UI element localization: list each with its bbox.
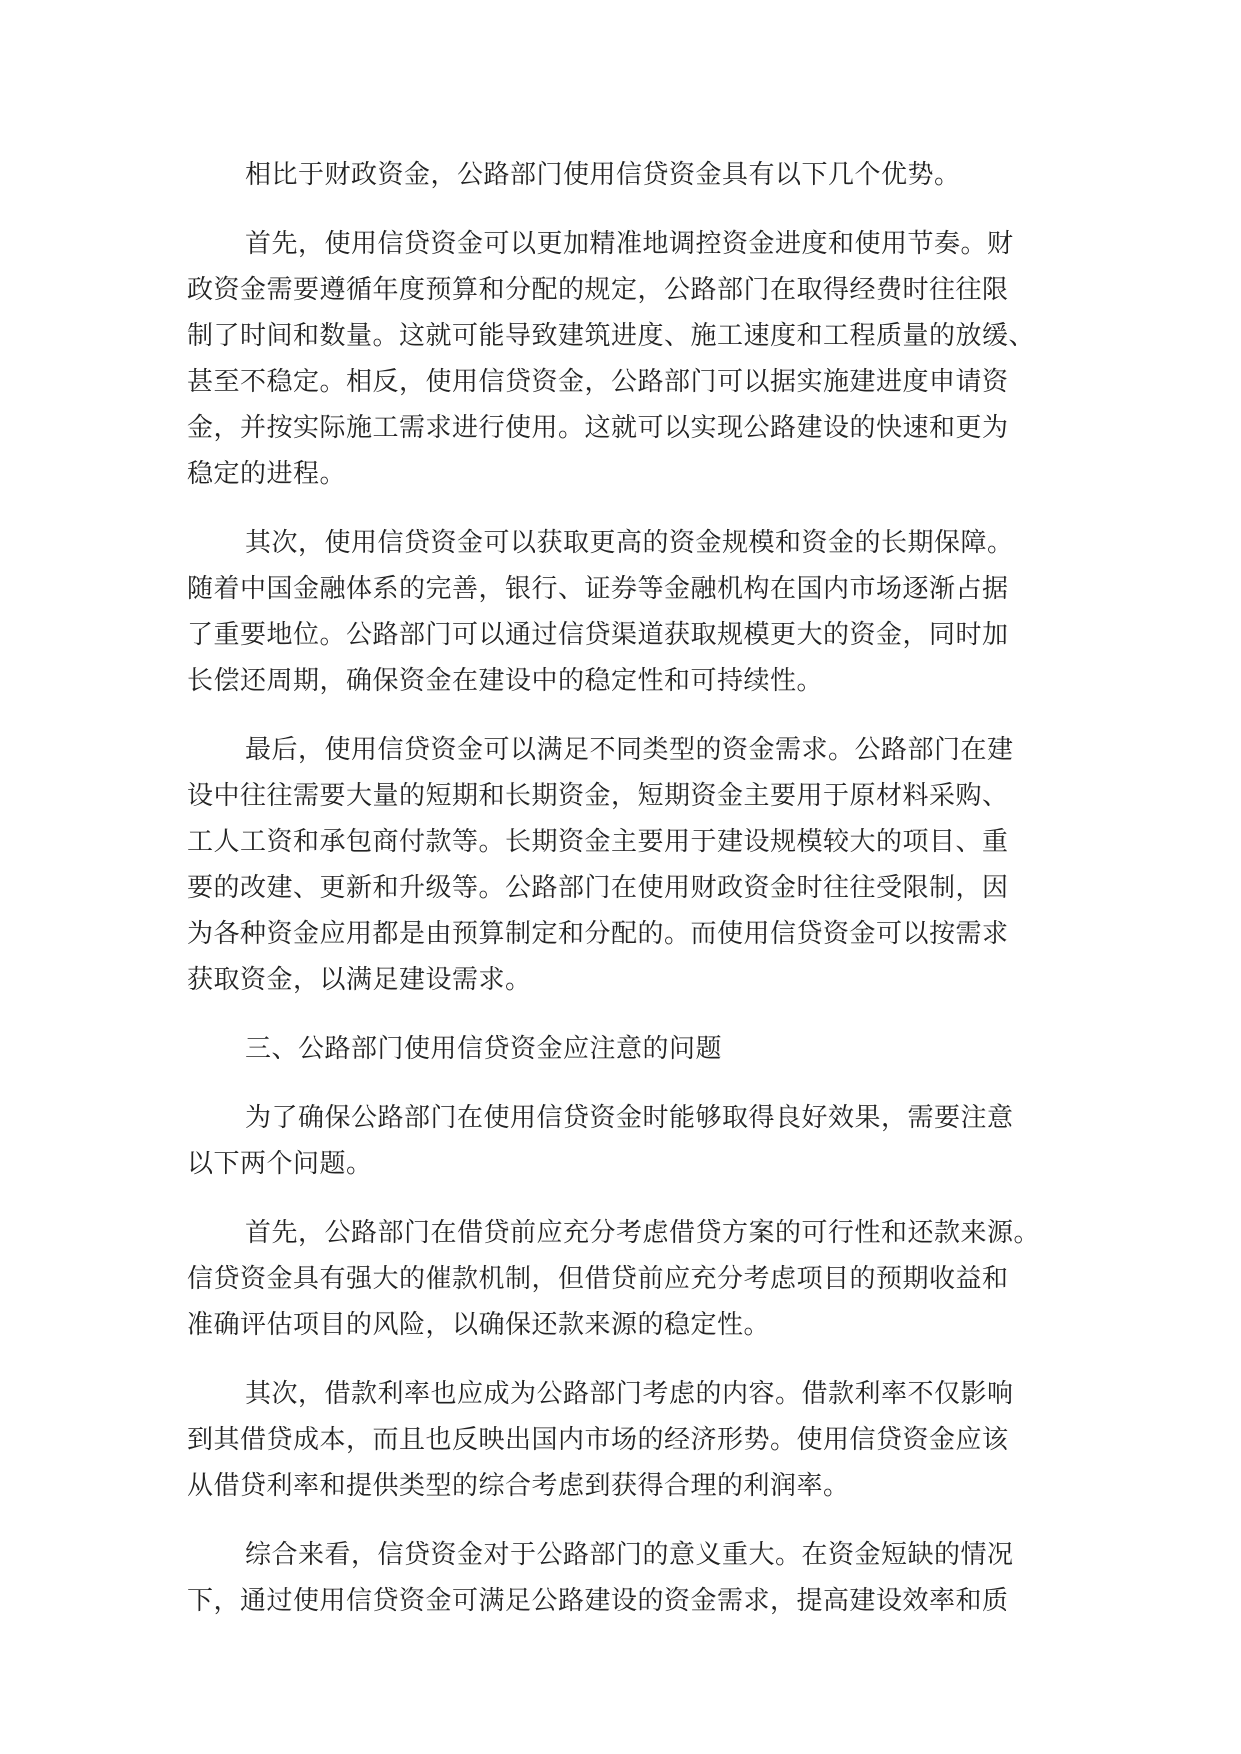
text-line: 工人工资和承包商付款等。长期资金主要用于建设规模较大的项目、重: [187, 827, 1009, 857]
text-line: 首先，使用信贷资金可以更加精准地调控资金进度和使用节奏。财: [245, 229, 1014, 259]
paragraph-advantages-intro: [187, 152, 1067, 198]
text-line: 到其借贷成本，而且也反映出国内市场的经济形势。使用信贷资金应该: [187, 1425, 1009, 1455]
text-line: 政资金需要遵循年度预算和分配的规定，公路部门在取得经费时往往限: [187, 275, 1009, 305]
text-line: 随着中国金融体系的完善，银行、证券等金融机构在国内市场逐渐占据: [187, 574, 1009, 604]
text-line: 长偿还周期，确保资金在建设中的稳定性和可持续性。: [187, 666, 824, 696]
paragraph-issues-intro: [187, 1095, 1067, 1187]
paragraph-second-issue: [187, 1371, 1067, 1509]
text-line: 相比于财政资金，公路部门使用信贷资金具有以下几个优势。: [245, 160, 961, 190]
text-line: 其次，使用信贷资金可以获取更高的资金规模和资金的长期保障。: [245, 528, 1014, 558]
text-line: 了重要地位。公路部门可以通过信贷渠道获取规模更大的资金，同时加: [187, 620, 1009, 650]
text-line: 信贷资金具有强大的催款机制，但借贷前应充分考虑项目的预期收益和: [187, 1264, 1009, 1294]
paragraph-conclusion: [187, 1532, 1067, 1624]
text-line: 最后，使用信贷资金可以满足不同类型的资金需求。公路部门在建: [245, 735, 1014, 765]
text-line: 为了确保公路部门在使用信贷资金时能够取得良好效果，需要注意: [245, 1103, 1014, 1133]
text-line: 从借贷利率和提供类型的综合考虑到获得合理的利润率。: [187, 1471, 850, 1501]
text-line: 下，通过使用信贷资金可满足公路建设的资金需求，提高建设效率和质: [187, 1586, 1009, 1616]
text-line: 制了时间和数量。这就可能导致建筑进度、施工速度和工程质量的放缓、: [187, 321, 1036, 351]
text-line: 其次，借款利率也应成为公路部门考虑的内容。借款利率不仅影响: [245, 1379, 1014, 1409]
text-line: 首先，公路部门在借贷前应充分考虑借贷方案的可行性和还款来源。: [245, 1218, 1041, 1248]
text-line: 设中往往需要大量的短期和长期资金，短期资金主要用于原材料采购、: [187, 781, 1009, 811]
section-heading: [187, 1026, 1067, 1072]
text-line: 金，并按实际施工需求进行使用。这就可以实现公路建设的快速和更为: [187, 413, 1009, 443]
text-line: 获取资金，以满足建设需求。: [187, 965, 532, 995]
text-line: 综合来看，信贷资金对于公路部门的意义重大。在资金短缺的情况: [245, 1540, 1014, 1570]
section-heading-text: 三、公路部门使用信贷资金应注意的问题: [245, 1034, 723, 1064]
text-line: 要的改建、更新和升级等。公路部门在使用财政资金时往往受限制，因: [187, 873, 1009, 903]
paragraph-first-issue: [187, 1210, 1067, 1348]
paragraph-third-advantage: [187, 727, 1067, 1003]
text-line: 为各种资金应用都是由预算制定和分配的。而使用信贷资金可以按需求: [187, 919, 1009, 949]
text-line: 以下两个问题。: [187, 1149, 373, 1179]
text-line: 甚至不稳定。相反，使用信贷资金，公路部门可以据实施建进度申请资: [187, 367, 1009, 397]
paragraph-second-advantage: [187, 520, 1067, 704]
document-body: [187, 152, 1067, 1647]
paragraph-first-advantage: [187, 221, 1067, 497]
text-line: 准确评估项目的风险，以确保还款来源的稳定性。: [187, 1310, 771, 1340]
text-line: 稳定的进程。: [187, 459, 347, 489]
